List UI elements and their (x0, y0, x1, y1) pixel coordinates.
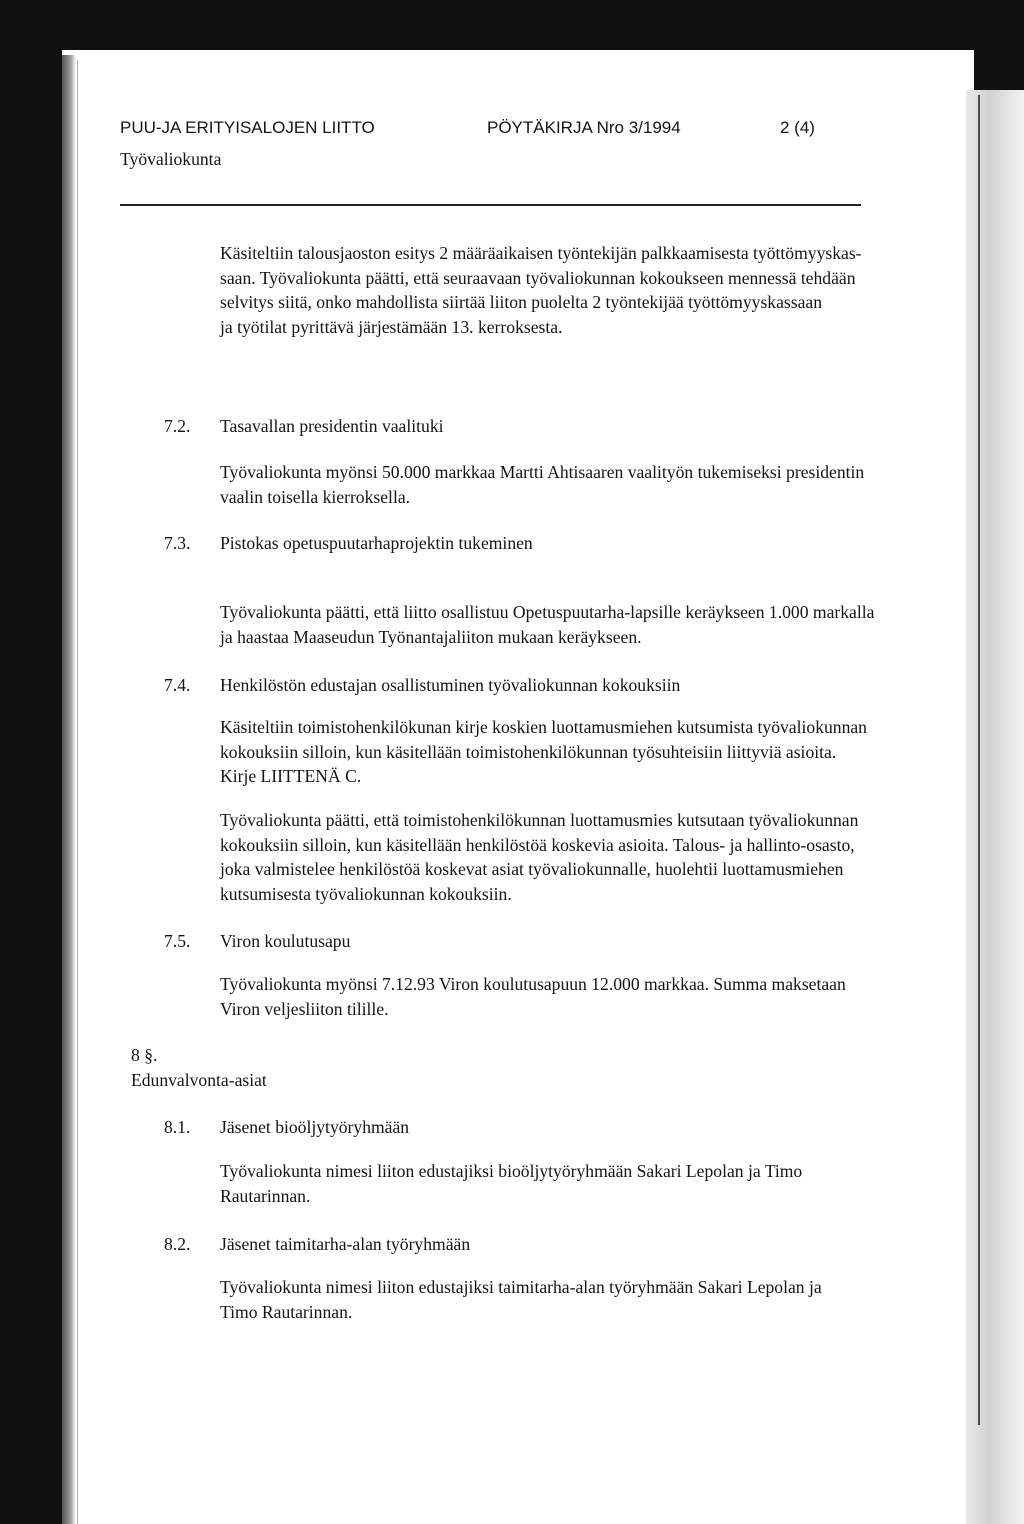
section-number: 8.1. (164, 1117, 191, 1137)
text-line: ja haastaa Maaseudun Työnantajaliiton mukaan keräykseen. (220, 626, 642, 647)
text-line: ja työtilat pyrittävä järjestämään 13. kerroksesta. (220, 316, 563, 337)
section-title: Viron koulutusapu (220, 931, 351, 951)
committee-name: Työvaliokunta (120, 149, 222, 169)
section-title: Jäsenet bioöljytyöryhmään (220, 1117, 410, 1137)
text-line: kokouksiin silloin, kun käsitellään henkilöstöä koskevia asioita. Talous- ja hallinto-osasto, (220, 834, 855, 855)
section-paragraph (220, 1159, 880, 1208)
organization-name: PUU-JA ERITYISALOJEN LIITTO (120, 118, 375, 137)
text-line: vaalin toisella kierroksella. (220, 486, 411, 507)
text-line: Työvaliokunta myönsi 7.12.93 Viron koulutusapuun 12.000 markkaa. Summa maksetaan (220, 974, 846, 994)
text-line: Viron veljesliiton tilille. (220, 998, 389, 1019)
section-title: Tasavallan presidentin vaalituki (220, 416, 444, 436)
section-paragraph (220, 808, 880, 906)
text-line: selvitys siitä, onko mahdollista siirtää liiton puolelta 2 työntekijää työttömyyskassaan (220, 292, 823, 312)
text-line: Työvaliokunta nimesi liiton edustajiksi taimitarha-alan työryhmään Sakari Lepolan ja (220, 1277, 822, 1297)
text-line: kutsumisesta työvaliokunnan kokouksiin. (220, 883, 512, 904)
text-line: Timo Rautarinnan. (220, 1301, 353, 1322)
section-number: 7.3. (164, 533, 191, 553)
text-line: Työvaliokunta myönsi 50.000 markkaa Martti Ahtisaaren vaalityön tukemiseksi presidentin (220, 462, 865, 482)
text-line: Työvaliokunta päätti, että liitto osallistuu Opetuspuutarha-lapsille keräykseen 1.000 markalla (220, 602, 875, 622)
text-line: kokouksiin silloin, kun käsitellään toimistohenkilökunnan työsuhteisiin liittyviä asioita. (220, 741, 837, 762)
header-rule (120, 204, 861, 206)
left-margin-rule (77, 60, 78, 1524)
chapter-title: Edunvalvonta-asiat (131, 1070, 267, 1090)
section-number: 7.4. (164, 675, 191, 695)
section-title: Jäsenet taimitarha-alan työryhmään (220, 1234, 471, 1254)
intro-paragraph (220, 241, 880, 339)
chapter-number: 8 §. (131, 1045, 158, 1065)
section-number: 7.5. (164, 931, 191, 951)
section-paragraph (220, 460, 880, 509)
text-line: saan. Työvaliokunta päätti, että seuraavaan työvaliokunnan kokoukseen mennessä tehdään (220, 267, 856, 288)
text-line: Työvaliokunta päätti, että toimistohenkilökunnan luottamusmies kutsutaan työvaliokunnan (220, 810, 859, 830)
text-line: Käsiteltiin toimistohenkilökunan kirje koskien luottamusmiehen kutsumista työvaliokunnan (220, 717, 867, 737)
section-paragraph (220, 1275, 880, 1324)
page-number: 2 (4) (780, 118, 815, 137)
text-line: Rautarinnan. (220, 1185, 311, 1206)
text-line: Työvaliokunta nimesi liiton edustajiksi bioöljytyöryhmään Sakari Lepolan ja Timo (220, 1161, 803, 1181)
section-title: Henkilöstön edustajan osallistuminen työvaliokunnan kokouksiin (220, 675, 681, 695)
section-title: Pistokas opetuspuutarhaprojektin tukeminen (220, 533, 533, 553)
text-line: joka valmistelee henkilöstöä koskevat asiat työvaliokunnalle, huolehtii luottamusmiehen (220, 859, 844, 879)
document-title: PÖYTÄKIRJA Nro 3/1994 (487, 118, 681, 137)
left-page-edge (62, 55, 76, 1524)
section-number: 7.2. (164, 416, 191, 436)
right-edge-line (978, 95, 980, 1425)
section-paragraph (220, 715, 880, 789)
right-page-edge (966, 90, 1024, 1524)
text-line: Kirje LIITTENÄ C. (220, 766, 362, 786)
section-paragraph (220, 972, 880, 1021)
section-paragraph (220, 600, 880, 649)
section-number: 8.2. (164, 1234, 191, 1254)
text-line: Käsiteltiin talousjaoston esitys 2 määräaikaisen työntekijän palkkaamisesta työttömyyskas- (220, 243, 862, 263)
